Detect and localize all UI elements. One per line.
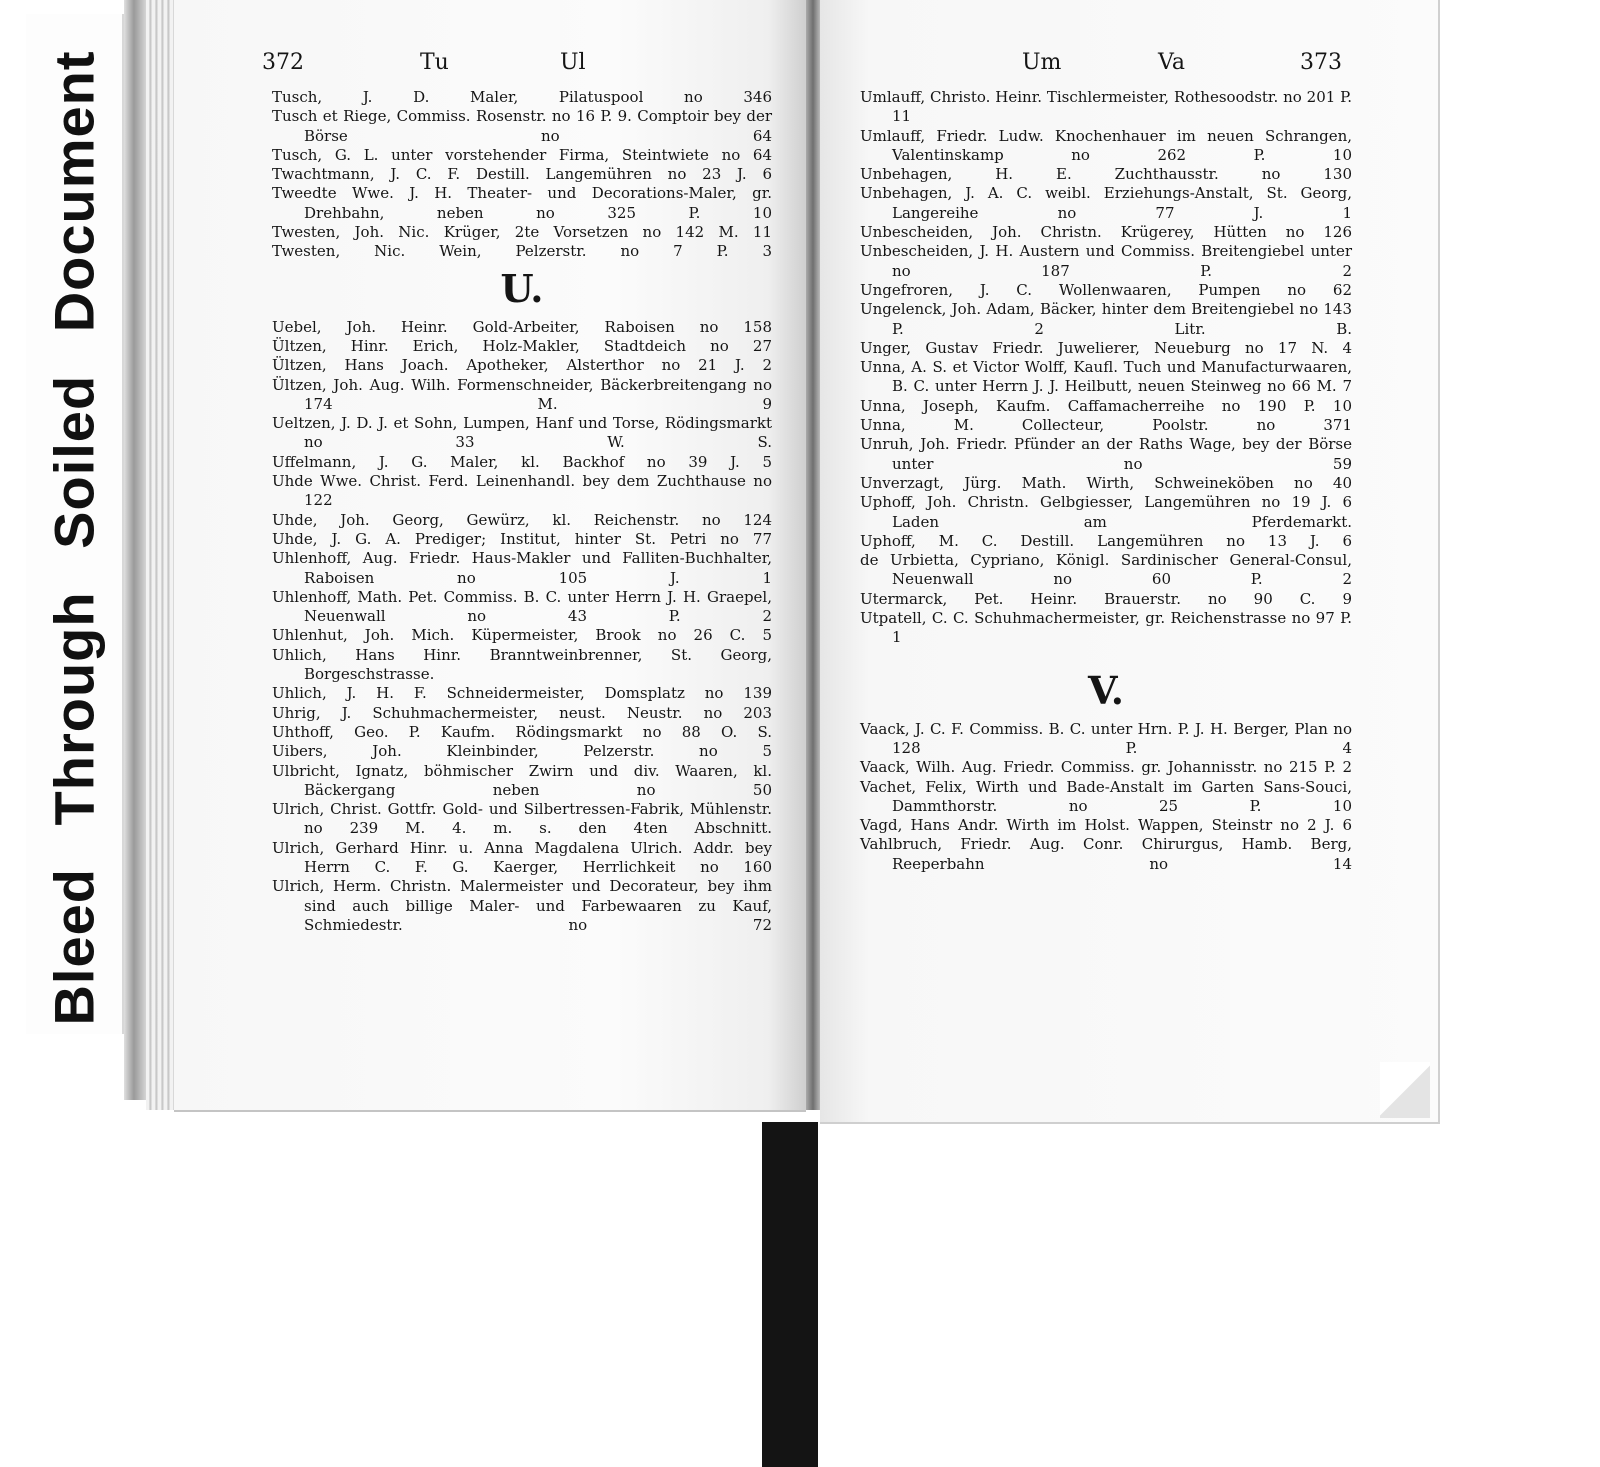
directory-entry: Ulrich, Gerhard Hinr. u. Anna Magdalena Ulrich. Addr. bey Herrn C. F. G. Kaerger, Herrlichkeit no 160	[272, 838, 772, 876]
directory-entry: Vaack, Wilh. Aug. Friedr. Commiss. gr. Johannisstr. no 215 P. 2	[860, 758, 1352, 777]
directory-entry: Uphoff, Joh. Christn. Gelbgiesser, Langemühren no 19 J. 6 Laden am Pferdemarkt.	[860, 493, 1352, 531]
directory-entry: Uphoff, M. C. Destill. Langemühren no 13 J. 6	[860, 531, 1352, 550]
directory-entry: Tusch et Riege, Commiss. Rosenstr. no 16 P. 9. Comptoir bey der Börse no 64	[272, 107, 772, 145]
left-header-start: Tu	[420, 50, 449, 75]
directory-entry: Uhlich, Hans Hinr. Branntweinbrenner, St. Georg, Borgeschstrasse.	[272, 645, 772, 684]
directory-entry: Uibers, Joh. Kleinbinder, Pelzerstr. no 5	[272, 742, 772, 761]
directory-entry: Umlauff, Friedr. Ludw. Knochenhauer im neuen Schrangen, Valentinskamp no 262 P. 10	[860, 126, 1352, 164]
left-page-number: 372	[262, 50, 304, 75]
directory-entry: Ulrich, Christ. Gottfr. Gold- und Silbertressen-Fabrik, Mühlenstr. no 239 M. 4. m. s. den 4ten Abschnitt.	[272, 800, 772, 838]
directory-entry: Ültzen, Joh. Aug. Wilh. Formenschneider, Bäckerbreitengang no 174 M. 9	[272, 375, 772, 413]
directory-entry: Uhde, J. G. A. Prediger; Institut, hinter St. Petri no 77	[272, 529, 772, 548]
directory-entry: Utpatell, C. C. Schuhmachermeister, gr. Reichenstrasse no 97 P. 1	[860, 609, 1352, 647]
directory-entry: Vagd, Hans Andr. Wirth im Holst. Wappen, Steinstr no 2 J. 6	[860, 816, 1352, 835]
directory-entry: Unverzagt, Jürg. Math. Wirth, Schweineköben no 40	[860, 473, 1352, 492]
directory-entry: Unbehagen, H. E. Zuchthausstr. no 130	[860, 165, 1352, 184]
directory-entry: Ungelenck, Joh. Adam, Bäcker, hinter dem Breitengiebel no 143 P. 2 Litr. B.	[860, 300, 1352, 338]
directory-entry: de Urbietta, Cypriano, Königl. Sardinischer General-Consul, Neuenwall no 60 P. 2	[860, 551, 1352, 589]
directory-entry: Ültzen, Hinr. Erich, Holz-Makler, Stadtdeich no 27	[272, 336, 772, 355]
entry-list	[272, 318, 772, 936]
directory-entry: Tusch, G. L. unter vorstehender Firma, Steintwiete no 64	[272, 145, 772, 164]
directory-entry: Tweedte Wwe. J. H. Theater- und Decorations-Maler, gr. Drehbahn, neben no 325 P. 10	[272, 184, 772, 222]
directory-entry: Uhthoff, Geo. P. Kaufm. Rödingsmarkt no 88 O. S.	[272, 722, 772, 741]
book-gutter	[806, 0, 820, 1110]
directory-entry: Uhlenhoff, Math. Pet. Commiss. B. C. unter Herrn J. H. Graepel, Neuenwall no 43 P. 2	[272, 587, 772, 626]
directory-entry: Utermarck, Pet. Heinr. Brauerstr. no 90 C. 9	[860, 589, 1352, 608]
entry-list	[860, 88, 1352, 648]
directory-entry: Uhlenhoff, Aug. Friedr. Haus-Makler und Falliten-Buchhalter, Raboisen no 105 J. 1	[272, 549, 772, 587]
directory-entry: Ulbricht, Ignatz, böhmischer Zwirn und div. Waaren, kl. Bäckergang neben no 50	[272, 761, 772, 799]
directory-entry: Unbescheiden, Joh. Christn. Krügerey, Hütten no 126	[860, 223, 1352, 242]
directory-entry: Twesten, Joh. Nic. Krüger, 2te Vorsetzen no 142 M. 11	[272, 223, 772, 242]
directory-entry: Unbehagen, J. A. C. weibl. Erziehungs-Anstalt, St. Georg, Langereihe no 77 J. 1	[860, 184, 1352, 222]
directory-entry: Uebel, Joh. Heinr. Gold-Arbeiter, Raboisen no 158	[272, 317, 772, 336]
section-letter-v: V.	[1087, 667, 1125, 713]
directory-entry: Unbescheiden, J. H. Austern und Commiss. Breitengiebel unter no 187 P. 2	[860, 242, 1352, 280]
directory-entry: Uhrig, J. Schuhmachermeister, neust. Neustr. no 203	[272, 703, 772, 722]
document-label-tab	[26, 14, 124, 1034]
document-label-text: Bleed Through Soiled Document	[42, 50, 106, 1026]
directory-entry: Ueltzen, J. D. J. et Sohn, Lumpen, Hanf und Torse, Rödingsmarkt no 33 W. S.	[272, 414, 772, 452]
directory-entry: Vahlbruch, Friedr. Aug. Conr. Chirurgus, Hamb. Berg, Reeperbahn no 14	[860, 835, 1352, 873]
directory-entry: Uhde, Joh. Georg, Gewürz, kl. Reichenstr. no 124	[272, 510, 772, 529]
directory-entry: Vaack, J. C. F. Commiss. B. C. unter Hrn. P. J. H. Berger, Plan no 128 P. 4	[860, 719, 1352, 757]
right-page-number: 373	[1300, 50, 1342, 75]
directory-entry: Unna, A. S. et Victor Wolff, Kaufl. Tuch und Manufacturwaaren, B. C. unter Herrn J. J. Heilbutt, neuen Steinweg no 66 M. 7	[860, 358, 1352, 396]
directory-entry: Ulrich, Herm. Christn. Malermeister und Decorateur, bey ihm sind auch billige Maler- und Farbewaaren zu Kauf, Schmiedestr. no 72	[272, 877, 772, 934]
right-header-start: Um	[1022, 50, 1062, 75]
page-stack-edge	[146, 0, 174, 1110]
directory-entry: Vachet, Felix, Wirth und Bade-Anstalt im Garten Sans-Souci, Dammthorstr. no 25 P. 10	[860, 777, 1352, 815]
book-cover-edge	[124, 0, 146, 1100]
directory-entry: Unger, Gustav Friedr. Juwelierer, Neueburg no 17 N. 4	[860, 338, 1352, 357]
directory-entry: Uhlenhut, Joh. Mich. Küpermeister, Brook no 26 C. 5	[272, 626, 772, 645]
directory-entry: Ungefroren, J. C. Wollenwaaren, Pumpen no 62	[860, 280, 1352, 299]
right-page-text	[860, 88, 1352, 874]
entry-list	[860, 720, 1352, 874]
directory-entry: Twesten, Nic. Wein, Pelzerstr. no 7 P. 3	[272, 242, 772, 261]
right-header-end: Va	[1158, 50, 1185, 75]
directory-entry: Unna, M. Collecteur, Poolstr. no 371	[860, 416, 1352, 435]
directory-entry: Uhlich, J. H. F. Schneidermeister, Domsplatz no 139	[272, 684, 772, 703]
directory-entry: Twachtmann, J. C. F. Destill. Langemühren no 23 J. 6	[272, 165, 772, 184]
folded-page-corner	[1380, 1062, 1430, 1118]
directory-entry: Unruh, Joh. Friedr. Pfünder an der Raths Wage, bey der Börse unter no 59	[860, 435, 1352, 473]
entry-list	[272, 88, 772, 262]
section-letter-u: U.	[500, 265, 544, 311]
directory-entry: Umlauff, Christo. Heinr. Tischlermeister, Rothesoodstr. no 201 P. 11	[860, 88, 1352, 126]
directory-entry: Uhde Wwe. Christ. Ferd. Leinenhandl. bey dem Zuchthause no 122	[272, 472, 772, 510]
directory-entry: Uffelmann, J. G. Maler, kl. Backhof no 39 J. 5	[272, 452, 772, 471]
left-page-text	[272, 88, 772, 935]
directory-entry: Unna, Joseph, Kaufm. Caffamacherreihe no 190 P. 10	[860, 396, 1352, 415]
left-header-end: Ul	[560, 50, 586, 75]
directory-entry: Tusch, J. D. Maler, Pilatuspool no 346	[272, 88, 772, 106]
directory-entry: Ültzen, Hans Joach. Apotheker, Alsterthor no 21 J. 2	[272, 356, 772, 375]
holder-strap	[762, 1122, 818, 1467]
